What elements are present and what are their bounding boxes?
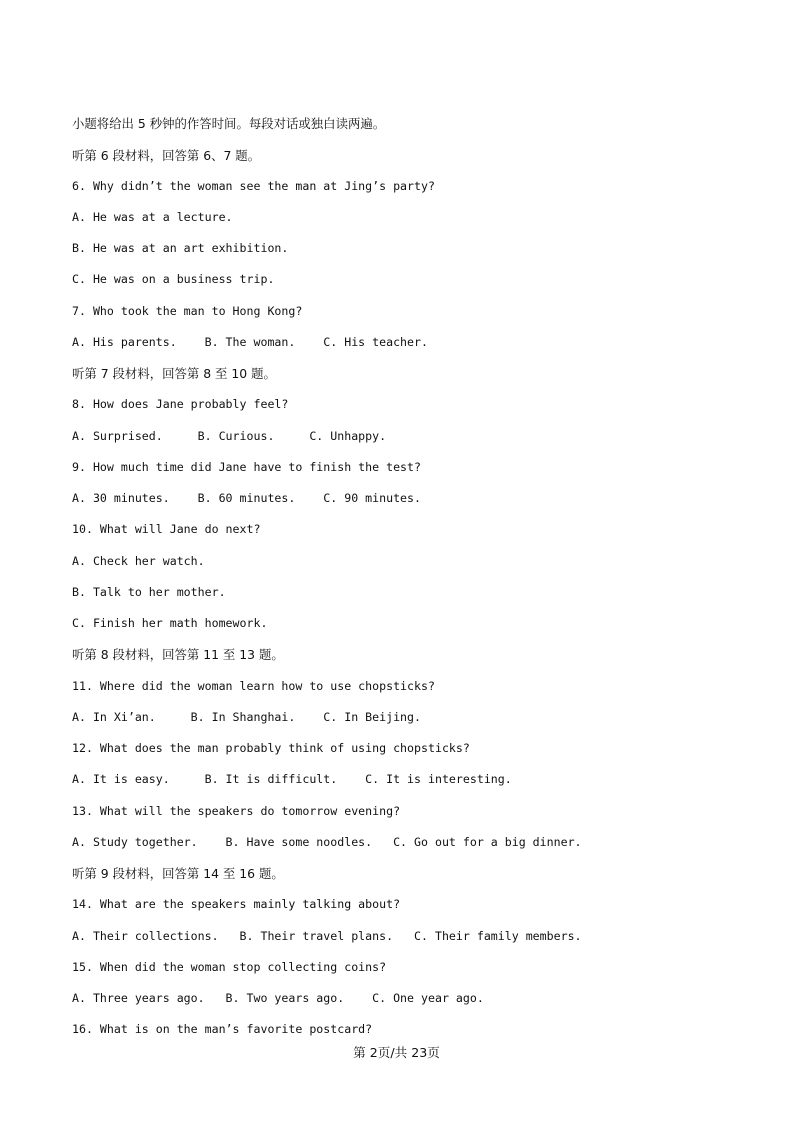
question-line: 6. Why didn’t the woman see the man at Jing’s party? [72, 179, 435, 193]
question-line: A. Check her watch. [72, 554, 205, 568]
question-line: A. Surprised. B. Curious. C. Unhappy. [72, 429, 387, 443]
question-line: A. Three years ago. B. Two years ago. C. One year ago. [72, 991, 484, 1005]
question-line: A. 30 minutes. B. 60 minutes. C. 90 minutes. [72, 491, 422, 505]
question-line: 7. Who took the man to Hong Kong? [72, 304, 303, 318]
question-line: 16. What is on the man’s favorite postcard? [72, 1022, 373, 1036]
question-line: 9. How much time did Jane have to finish the test? [72, 460, 422, 474]
question-line: C. He was on a business trip. [72, 272, 275, 286]
question-line: A. His parents. B. The woman. C. His teacher. [72, 335, 428, 349]
question-line: A. In Xi’an. B. In Shanghai. C. In Beijing. [72, 710, 422, 724]
section-instruction: 听第 9 段材料，回答第 14 至 16 题。 [72, 866, 284, 881]
question-line: 10. What will Jane do next? [72, 522, 261, 536]
question-line: A. It is easy. B. It is difficult. C. It is interesting. [72, 772, 512, 786]
question-line: 15. When did the woman stop collecting coins? [72, 960, 387, 974]
question-line: 13. What will the speakers do tomorrow evening? [72, 804, 401, 818]
section-instruction: 听第 8 段材料，回答第 11 至 13 题。 [72, 647, 284, 662]
question-line: 12. What does the man probably think of using chopsticks? [72, 741, 470, 755]
question-line: B. He was at an art exhibition. [72, 241, 289, 255]
question-line: 8. How does Jane probably feel? [72, 397, 289, 411]
question-line: B. Talk to her mother. [72, 585, 226, 599]
question-line: C. Finish her math homework. [72, 616, 268, 630]
question-line: 11. Where did the woman learn how to use chopsticks? [72, 679, 435, 693]
question-line: A. He was at a lecture. [72, 210, 233, 224]
section-instruction: 听第 7 段材料，回答第 8 至 10 题。 [72, 366, 276, 381]
section-instruction: 听第 6 段材料，回答第 6、7 题。 [72, 148, 261, 163]
section-instruction: 小题将给出 5 秒钟的作答时间。每段对话或独白读两遍。 [72, 116, 386, 131]
page-footer: 第 2页/共 23页 [353, 1045, 440, 1060]
question-line: A. Their collections. B. Their travel plans. C. Their family members. [72, 929, 582, 943]
question-line: 14. What are the speakers mainly talking about? [72, 897, 401, 911]
question-line: A. Study together. B. Have some noodles. C. Go out for a big dinner. [72, 835, 582, 849]
